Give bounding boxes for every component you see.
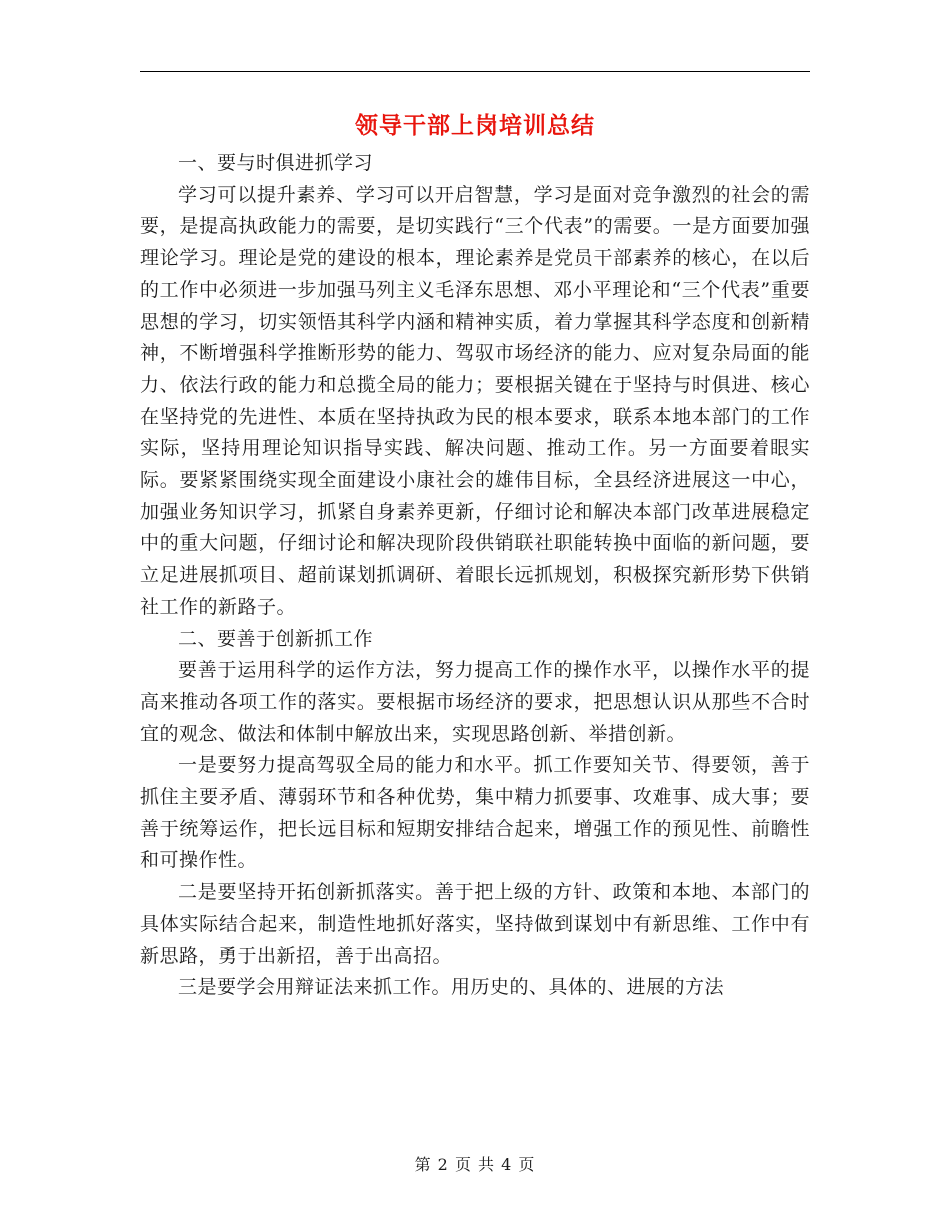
document-title: 领导干部上岗培训总结 [355, 112, 595, 139]
document-body [140, 148, 810, 1004]
section-heading-2: 二、要善于创新抓工作 [178, 627, 374, 650]
paragraph-5: 三是要学会用辩证法来抓工作。用历史的、具体的、进展的方法 [178, 976, 725, 999]
paragraph-1: 学习可以提升素养、学习可以开启智慧，学习是面对竞争激烈的社会的需要，是提高执政能力的需要，是切实践行“三个代表”的需要。一是方面要加强理论学习。理论是党的建设的根本，理论素养是党员干部素养的核心，在以后的工作中必须进一步加强马列主义毛泽东思想、邓小平理论和“三个代表”重要思想的学习，切实领悟其科学内涵和精神实质，着力掌握其科学态度和创新精神，不断增强科学推断形势的能力、驾驭市场经济的能力、应对复杂局面的能力、依法行政的能力和总揽全局的能力；要根据关键在于坚持与时俱进、核心在坚持党的先进性、本质在坚持执政为民的根本要求，联系本地本部门的工作实际，坚持用理论知识指导实践、解决问题、推动工作。另一方面要着眼实际。要紧紧围绕实现全面建设小康社会的雄伟目标，全县经济进展这一中心，加强业务知识学习，抓紧自身素养更新，仔细讨论和解决本部门改革进展稳定中的重大问题，仔细讨论和解决现阶段供销联社职能转换中面临的新问题，要立足进展抓项目、超前谋划抓调研、着眼长远抓规划，积极探究新形势下供销社工作的新路子。 [140, 183, 810, 618]
page-footer: 第 2 页 共 4 页 [414, 1155, 536, 1174]
paragraph-2: 要善于运用科学的运作方法，努力提高工作的操作水平，以操作水平的提高来推动各项工作的落实。要根据市场经济的要求，把思想认识从那些不合时宜的观念、做法和体制中解放出来，实现思路创新、举措创新。 [140, 659, 810, 745]
section-heading-1: 一、要与时俱进抓学习 [178, 152, 374, 174]
paragraph-4: 二是要坚持开拓创新抓落实。善于把上级的方针、政策和本地、本部门的具体实际结合起来，制造性地抓好落实，坚持做到谋划中有新思维、工作中有新思路，勇于出新招，善于出高招。 [140, 881, 810, 967]
paragraph-3: 一是要努力提高驾驭全局的能力和水平。抓工作要知关节、得要领，善于抓住主要矛盾、薄弱环节和各种优势，集中精力抓要事、攻难事、成大事；要善于统筹运作，把长远目标和短期安排结合起来，增强工作的预见性、前瞻性和可操作性。 [140, 754, 810, 872]
header-rule [140, 71, 810, 72]
